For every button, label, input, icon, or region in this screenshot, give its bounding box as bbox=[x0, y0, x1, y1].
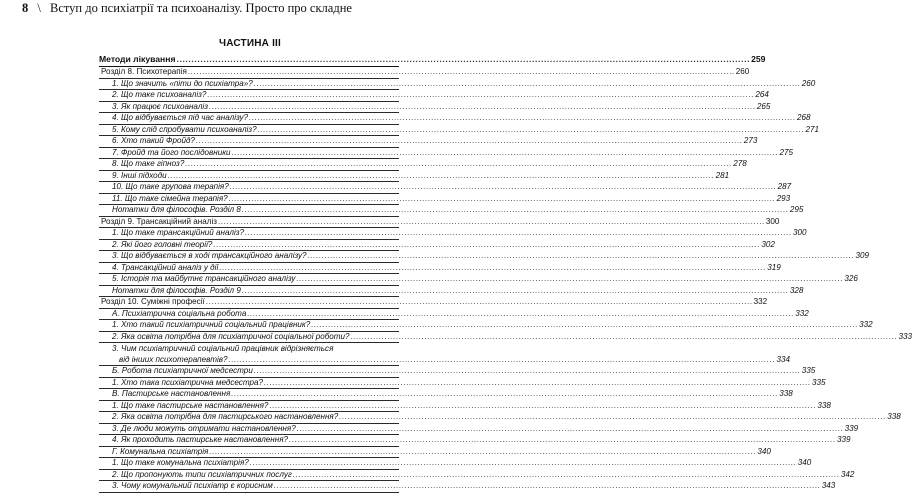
toc-leader-dots bbox=[297, 423, 844, 435]
toc-leader-dots bbox=[242, 285, 789, 297]
toc-leader-dots bbox=[254, 365, 801, 377]
toc-page-number: 335 bbox=[811, 377, 826, 387]
toc-entry-title: від інших психотерапевтів? bbox=[119, 354, 228, 364]
toc-page-number: 259 bbox=[751, 54, 766, 64]
part-title: ЧАСТИНА III bbox=[218, 38, 282, 49]
toc-entry-title: Розділ 9. Трансакційний аналіз bbox=[101, 216, 217, 226]
toc-entry-title: 2. Яка освіта потрібна для пастирського настановлення? bbox=[112, 412, 339, 421]
toc-page-number: 287 bbox=[777, 182, 792, 191]
toc-entry-title: Б. Робота психіатричної медсестри bbox=[112, 366, 253, 375]
toc-leader-dots bbox=[219, 262, 766, 274]
page-number: 8 bbox=[22, 1, 29, 15]
toc-leader-dots bbox=[249, 112, 796, 124]
toc-page-number: 332 bbox=[753, 297, 768, 306]
toc-entry-title: В. Пастирське настановлення bbox=[112, 389, 231, 398]
toc-entry-title: 9. Інші підходи bbox=[112, 170, 167, 180]
toc-page-number: 281 bbox=[715, 170, 730, 180]
toc-entry-title: 8. Що таке гіпноз? bbox=[112, 159, 185, 168]
toc-page-number: 293 bbox=[776, 193, 791, 203]
toc-page-number: 300 bbox=[765, 216, 780, 226]
toc-page-number: 328 bbox=[789, 285, 804, 295]
toc-leader-dots bbox=[242, 204, 789, 216]
toc-page-number: 319 bbox=[767, 262, 781, 272]
toc-page-number: 340 bbox=[797, 458, 812, 467]
toc-page-number: 332 bbox=[795, 308, 809, 318]
toc-leader-dots bbox=[168, 170, 715, 182]
toc-entry-title: 3. Чим психіатричний соціальний працівник відрізняється bbox=[112, 344, 334, 353]
toc-page-number: 334 bbox=[776, 354, 790, 364]
toc-page-number: 300 bbox=[793, 228, 807, 237]
toc-entry-title: Нотатки для філософів. Розділ 8 bbox=[112, 205, 241, 214]
toc-entry-title: 6. Хто такий Фройд? bbox=[112, 136, 195, 145]
toc-entry-title: 2. Що таке психоаналіз? bbox=[112, 90, 207, 99]
toc-entry-title: 3. Де люди можуть отримати настановлення? bbox=[112, 423, 296, 433]
toc-leader-dots bbox=[232, 147, 779, 159]
toc-entry-title: Нотатки для філософів. Розділ 9 bbox=[112, 285, 241, 295]
toc-leader-dots bbox=[258, 124, 805, 136]
toc-entry-title: 2. Які його головні теорії? bbox=[112, 239, 213, 249]
toc-entry bbox=[99, 331, 912, 344]
toc-entry-title: А. Психіатрична соціальна робота bbox=[112, 308, 247, 318]
toc-page-number: 340 bbox=[757, 446, 771, 456]
toc-leader-dots bbox=[311, 319, 858, 331]
toc-leader-dots bbox=[250, 457, 797, 469]
toc-leader-dots bbox=[209, 446, 756, 458]
toc-page-number: 302 bbox=[761, 239, 775, 249]
toc-page-number: 335 bbox=[801, 366, 816, 375]
toc-leader-dots bbox=[245, 227, 792, 239]
toc-leader-dots bbox=[185, 158, 732, 170]
running-header bbox=[22, 1, 352, 16]
toc-leader-dots bbox=[196, 135, 743, 147]
toc-leader-dots bbox=[207, 89, 754, 101]
toc-leader-dots bbox=[206, 296, 753, 308]
toc-entry-title: Г. Комунальна психіатрія bbox=[112, 446, 209, 456]
toc-entry-title: 4. Як проходить пастирське настановлення? bbox=[112, 435, 289, 444]
toc-entry-title: 3. Що відбувається в ході трансакційного аналізу? bbox=[112, 251, 307, 260]
toc-page-number: 271 bbox=[805, 124, 820, 134]
toc-entry-title: 3. Чому комунальний психіатр є корисним bbox=[112, 481, 273, 490]
toc-leader-dots bbox=[230, 181, 777, 193]
toc-leader-dots bbox=[351, 331, 898, 343]
toc-page-number: 273 bbox=[743, 136, 758, 145]
toc-entry-title: 1. Що таке комунальна психіатрія? bbox=[112, 458, 249, 467]
toc-leader-dots bbox=[231, 388, 778, 400]
toc-page-number: 265 bbox=[756, 101, 771, 111]
toc-page-number: 278 bbox=[733, 159, 747, 168]
toc-page-number: 309 bbox=[855, 251, 870, 260]
toc-leader-dots bbox=[339, 411, 886, 423]
toc-page-number: 275 bbox=[779, 147, 794, 157]
toc-leader-dots bbox=[289, 434, 836, 446]
toc-leader-dots bbox=[209, 101, 756, 113]
toc-entry-title: 7. Фройд та його послідовники bbox=[112, 147, 231, 157]
toc-entry-title: 4. Що відбувається під час аналізу? bbox=[112, 113, 249, 122]
toc-page-number: 343 bbox=[821, 481, 836, 490]
toc-entry-title: 4. Трансакційний аналіз у дії bbox=[112, 262, 219, 272]
toc-page-number: 338 bbox=[779, 389, 793, 398]
toc-entry bbox=[99, 481, 836, 493]
toc-entry-title: 2. Що пропонують типи психіатричних послуг bbox=[112, 469, 292, 479]
toc-leader-dots bbox=[229, 193, 776, 205]
toc-entry-title: 11. Що таке сімейна терапія? bbox=[112, 193, 228, 203]
toc-page-number: 339 bbox=[836, 435, 851, 444]
toc-entry-title: Методи лікування bbox=[99, 54, 176, 64]
toc-entry-title: 3. Як працює психоаналіз bbox=[112, 101, 208, 111]
toc-entry-title: 5. Історія та майбутнє трансакційного аналізу bbox=[112, 274, 296, 283]
toc-page-number: 342 bbox=[840, 469, 855, 479]
toc-entry-title: 2. Яка освіта потрібна для психіатричної соціальної роботи? bbox=[112, 331, 350, 341]
toc-page-number: 260 bbox=[735, 67, 750, 76]
header-separator: \ bbox=[37, 1, 41, 15]
book-title: Вступ до психіатрії та психоаналізу. Просто про складне bbox=[49, 1, 352, 15]
toc-leader-dots bbox=[254, 78, 801, 90]
toc-leader-dots bbox=[218, 216, 765, 228]
toc-page-number: 260 bbox=[801, 78, 816, 88]
toc-page-number: 339 bbox=[844, 423, 859, 433]
toc-entry-title: 1. Що значить «піти до психіатра»? bbox=[112, 78, 253, 88]
toc-entry-title: 1. Що таке пастирське настановлення? bbox=[112, 400, 269, 410]
toc-entry-title: 1. Що таке трансакційний аналіз? bbox=[112, 228, 245, 237]
toc-leader-dots bbox=[213, 239, 760, 251]
toc-leader-dots bbox=[274, 480, 821, 492]
toc-leader-dots bbox=[247, 308, 794, 320]
toc-page-number: 295 bbox=[789, 205, 804, 214]
toc-leader-dots bbox=[228, 354, 775, 366]
toc-page-number: 333 bbox=[898, 331, 912, 341]
toc-page-number: 332 bbox=[859, 320, 873, 329]
toc-entry-title: 5. Кому слід спробувати психоаналіз? bbox=[112, 124, 257, 134]
toc-entry-title: Розділ 10. Суміжні професії bbox=[101, 297, 205, 306]
toc-leader-dots bbox=[296, 273, 843, 285]
toc-page-number: 264 bbox=[755, 90, 769, 99]
toc-leader-dots bbox=[293, 469, 840, 481]
toc-leader-dots bbox=[269, 400, 816, 412]
toc-page-number: 338 bbox=[817, 400, 831, 410]
toc-page-number: 268 bbox=[797, 113, 811, 122]
toc-entry-title: 1. Хто такий психіатричний соціальний працівник? bbox=[112, 320, 311, 329]
toc-page-number: 338 bbox=[887, 412, 901, 421]
toc-page-number: 326 bbox=[844, 274, 858, 283]
toc-entry-title: Розділ 8. Психотерапія bbox=[101, 67, 187, 76]
toc-leader-dots bbox=[188, 66, 735, 78]
toc-entry-title: 10. Що таке групова терапія? bbox=[112, 182, 229, 191]
toc-leader-dots bbox=[264, 377, 811, 389]
toc-leader-dots bbox=[308, 250, 855, 262]
toc-entry-title: 1. Хто така психіатрична медсестра? bbox=[112, 377, 264, 387]
table-of-contents bbox=[99, 54, 912, 493]
toc-leader-dots bbox=[176, 53, 750, 66]
